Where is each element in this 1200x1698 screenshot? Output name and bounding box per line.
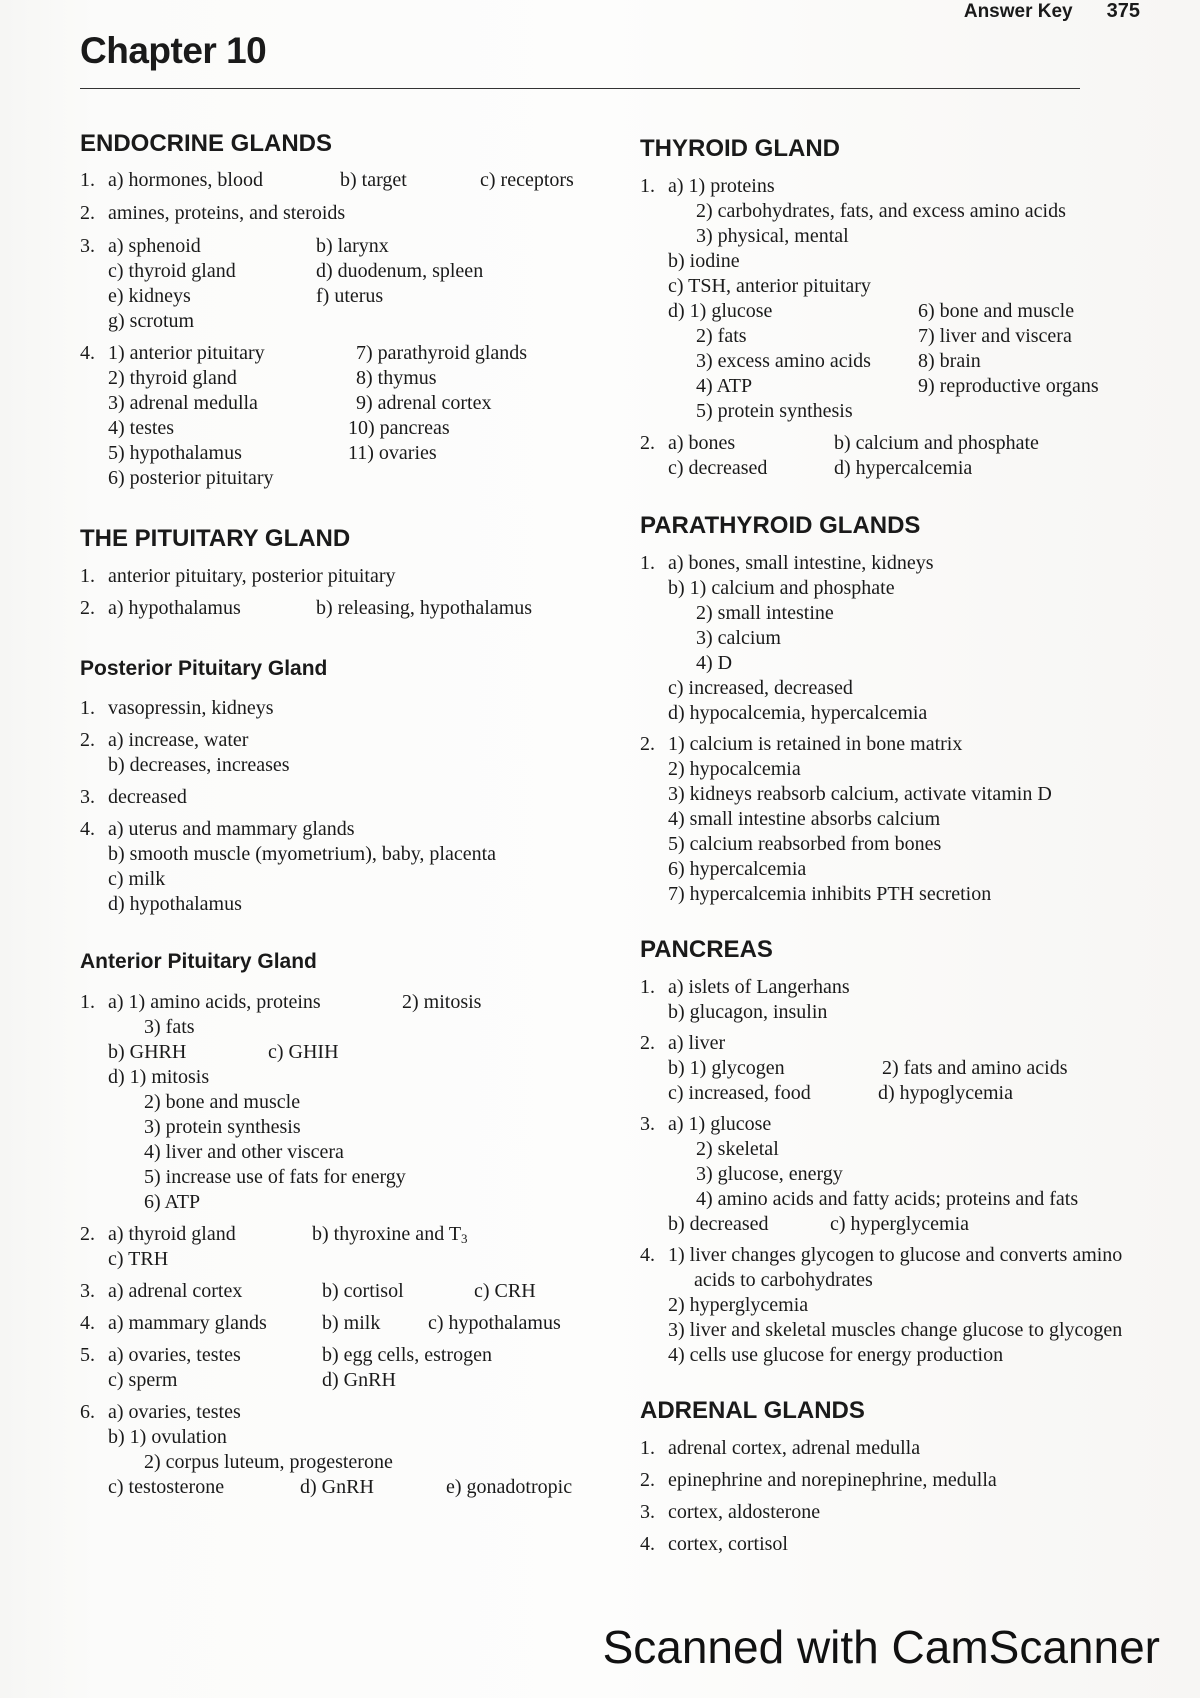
answer-text: 4) small intestine absorbs calcium [668,808,941,830]
answer-text: 3) fats [144,1016,195,1038]
item-number: 1. [640,1437,655,1459]
subsection-title-anterior: Anterior Pituitary Gland [80,950,317,973]
item-number: 2. [640,733,655,755]
answer-text: 9) reproductive organs [918,375,1099,397]
answer-text: a) mammary glands [108,1312,267,1334]
answer-text: 2) bone and muscle [144,1091,301,1113]
answer-text: b) glucagon, insulin [668,1001,828,1023]
answer-text: 2) small intestine [696,602,834,624]
answer-text: 8) brain [918,350,981,372]
answer-text: c) receptors [480,169,574,191]
answer-text: a) 1) glucose [668,1113,772,1135]
section-title-parathyroid: PARATHYROID GLANDS [640,512,921,539]
answer-text: b) decreased [668,1213,769,1235]
answer-text: 2) skeletal [696,1138,779,1160]
item-number: 5. [80,1344,95,1366]
answer-text: c) increased, food [668,1082,811,1104]
item-number: 2. [640,432,655,454]
item-number: 3. [640,1113,655,1135]
answer-text: adrenal cortex, adrenal medulla [668,1437,921,1459]
answer-text: a) islets of Langerhans [668,976,850,998]
answer-text: b) larynx [316,235,389,257]
item-number: 1. [640,976,655,998]
answer-text: 2) hyperglycemia [668,1294,809,1316]
item-number: 3. [640,1501,655,1523]
item-number: 4. [80,342,95,364]
answer-text: 5) increase use of fats for energy [144,1166,406,1188]
answer-text: c) GHIH [268,1041,339,1063]
item-number: 1. [640,552,655,574]
answer-text: c) hyperglycemia [830,1213,970,1235]
item-number: 1. [80,991,95,1013]
answer-text: 3) physical, mental [696,225,849,247]
answer-text: 6) ATP [144,1191,201,1213]
answer-text: a) hypothalamus [108,597,241,619]
answer-text: d) GnRH [300,1476,374,1498]
section-title-pituitary: THE PITUITARY GLAND [80,525,351,552]
section-title-endocrine: ENDOCRINE GLANDS [80,130,333,157]
item-number: 3. [80,786,95,808]
answer-text: 3) adrenal medulla [108,392,258,414]
answer-text: g) scrotum [108,310,195,332]
answer-text: a) bones, small intestine, kidneys [668,552,934,574]
answer-text: 4) amino acids and fatty acids; proteins and fats [696,1188,1079,1210]
section-title-thyroid: THYROID GLAND [640,135,840,162]
item-number: 1. [80,697,95,719]
answer-text: b) thyroxine and $T_3$ [312,1223,468,1246]
page-header [964,0,1140,23]
subsection-title-posterior: Posterior Pituitary Gland [80,657,328,680]
answer-text: b) 1) ovulation [108,1426,227,1448]
answer-text: a) hormones, blood [108,169,263,191]
answer-text: 2) fats and amino acids [882,1057,1068,1079]
answer-text: a) sphenoid [108,235,201,257]
answer-text: 5) calcium reabsorbed from bones [668,833,942,855]
answer-text: e) gonadotropic [446,1476,573,1498]
answer-text: a) increase, water [108,729,249,751]
answer-text: e) kidneys [108,285,191,307]
answer-text: c) TRH [108,1248,169,1270]
answer-text: 2) mitosis [402,991,482,1013]
answer-text: a) 1) amino acids, proteins [108,991,321,1013]
answer-text: b) iodine [668,250,740,272]
answer-text: a) uterus and mammary glands [108,818,355,840]
item-number: 4. [640,1533,655,1555]
item-number: 1. [80,565,95,587]
answer-text: b) decreases, increases [108,754,290,776]
answer-text: amines, proteins, and steroids [108,202,346,224]
answer-text: f) uterus [316,285,384,307]
answer-key-label: Answer Key [963,1,1073,22]
chapter-title: Chapter 10 [80,30,267,71]
answer-text: d) duodenum, spleen [316,260,484,282]
item-number: 3. [80,235,95,257]
item-number: 4. [80,1312,95,1334]
item-number: 2. [80,202,95,224]
scanner-watermark: Scanned with CamScanner [602,1621,1160,1673]
answer-text: c) decreased [668,457,768,479]
answer-text: epinephrine and norepinephrine, medulla [668,1469,997,1491]
item-number: 1. [640,175,655,197]
answer-text: d) GnRH [322,1369,396,1391]
answer-text: 6) bone and muscle [918,300,1075,322]
section-title-adrenal: ADRENAL GLANDS [640,1397,865,1424]
item-number: 4. [80,818,95,840]
answer-text: 9) adrenal cortex [356,392,492,414]
item-number: 2. [80,729,95,751]
answer-text: 3) calcium [696,627,781,649]
answer-text: c) increased, decreased [668,677,853,699]
answer-text: anterior pituitary, posterior pituitary [108,565,396,587]
item-number: 2. [640,1469,655,1491]
answer-text: 2) hypocalcemia [668,758,801,780]
item-number: 6. [80,1401,95,1423]
answer-text: cortex, aldosterone [668,1501,821,1523]
answer-text: 4) D [696,652,733,674]
answer-text: decreased [108,786,187,808]
answer-text: a) adrenal cortex [108,1280,243,1302]
answer-text: 4) liver and other viscera [144,1141,344,1163]
answer-text: 4) cells use glucose for energy production [668,1344,1004,1366]
answer-text: a) bones [668,432,736,454]
answer-text: d) 1) glucose [668,300,773,322]
answer-text: c) hypothalamus [428,1312,561,1334]
item-number: 2. [640,1032,655,1054]
answer-text: a) ovaries, testes [108,1401,241,1423]
answer-text: c) sperm [108,1369,178,1391]
answer-text: 4) ATP [696,375,753,397]
answer-text: b) releasing, hypothalamus [316,597,533,619]
answer-text: b) milk [322,1312,381,1334]
answer-text: c) thyroid gland [108,260,236,282]
item-number: 3. [80,1280,95,1302]
answer-text: a) liver [668,1032,726,1054]
answer-text: 3) protein synthesis [144,1116,301,1138]
page-number: 375 [1106,0,1140,22]
answer-text: b) calcium and phosphate [834,432,1039,454]
answer-text: 1) liver changes glycogen to glucose and converts amino [668,1244,1123,1266]
answer-text: b) 1) calcium and phosphate [668,577,895,599]
answer-text: b) target [340,169,407,191]
answer-text: a) ovaries, testes [108,1344,241,1366]
answer-text: c) TSH, anterior pituitary [668,275,871,297]
answer-text: 4) testes [108,417,175,439]
answer-text: 11) ovaries [348,442,437,464]
answer-text: 7) liver and viscera [918,325,1072,347]
answer-text: a) thyroid gland [108,1223,236,1245]
answer-text: b) smooth muscle (myometrium), baby, placenta [108,843,497,865]
answer-text: b) 1) glycogen [668,1057,785,1079]
answer-text: 2) carbohydrates, fats, and excess amino acids [696,200,1066,222]
item-number: 4. [640,1244,655,1266]
answer-text: b) GHRH [108,1041,187,1063]
answer-text: b) cortisol [322,1280,404,1302]
answer-text: d) 1) mitosis [108,1066,210,1088]
answer-text: 6) posterior pituitary [108,467,274,489]
answer-text: a) 1) proteins [668,175,775,197]
answer-text: 7) parathyroid glands [356,342,528,364]
item-number: 2. [80,1223,95,1245]
answer-text: 1) calcium is retained in bone matrix [668,733,963,755]
answer-text: 5) protein synthesis [696,400,853,422]
item-number: 2. [80,597,95,619]
answer-text: 2) corpus luteum, progesterone [144,1451,393,1473]
answer-text: 3) liver and skeletal muscles change glucose to glycogen [668,1319,1123,1341]
answer-text: 10) pancreas [348,417,450,439]
answer-text: 2) thyroid gland [108,367,237,389]
answer-text: 3) excess amino acids [696,350,871,372]
answer-text: 3) glucose, energy [696,1163,843,1185]
answer-text: vasopressin, kidneys [108,697,274,719]
answer-text: d) hypothalamus [108,893,242,915]
answer-text: 8) thymus [356,367,437,389]
answer-text: d) hypoglycemia [878,1082,1013,1104]
answer-text: 5) hypothalamus [108,442,242,464]
item-number: 1. [80,169,95,191]
answer-text: 6) hypercalcemia [668,858,807,880]
answer-text: 7) hypercalcemia inhibits PTH secretion [668,883,992,905]
answer-text: c) testosterone [108,1476,225,1498]
answer-text: c) milk [108,868,166,890]
answer-text: cortex, cortisol [668,1533,788,1555]
answer-text: d) hypocalcemia, hypercalcemia [668,702,928,724]
answer-text: acids to carbohydrates [694,1269,873,1291]
answer-text: 3) kidneys reabsorb calcium, activate vitamin D [668,783,1052,805]
header-rule [80,88,1080,89]
section-title-pancreas: PANCREAS [640,936,773,963]
answer-text: 1) anterior pituitary [108,342,265,364]
answer-text: c) CRH [474,1280,536,1302]
answer-text: 2) fats [696,325,747,347]
answer-text: d) hypercalcemia [834,457,973,479]
answer-text: b) egg cells, estrogen [322,1344,492,1366]
